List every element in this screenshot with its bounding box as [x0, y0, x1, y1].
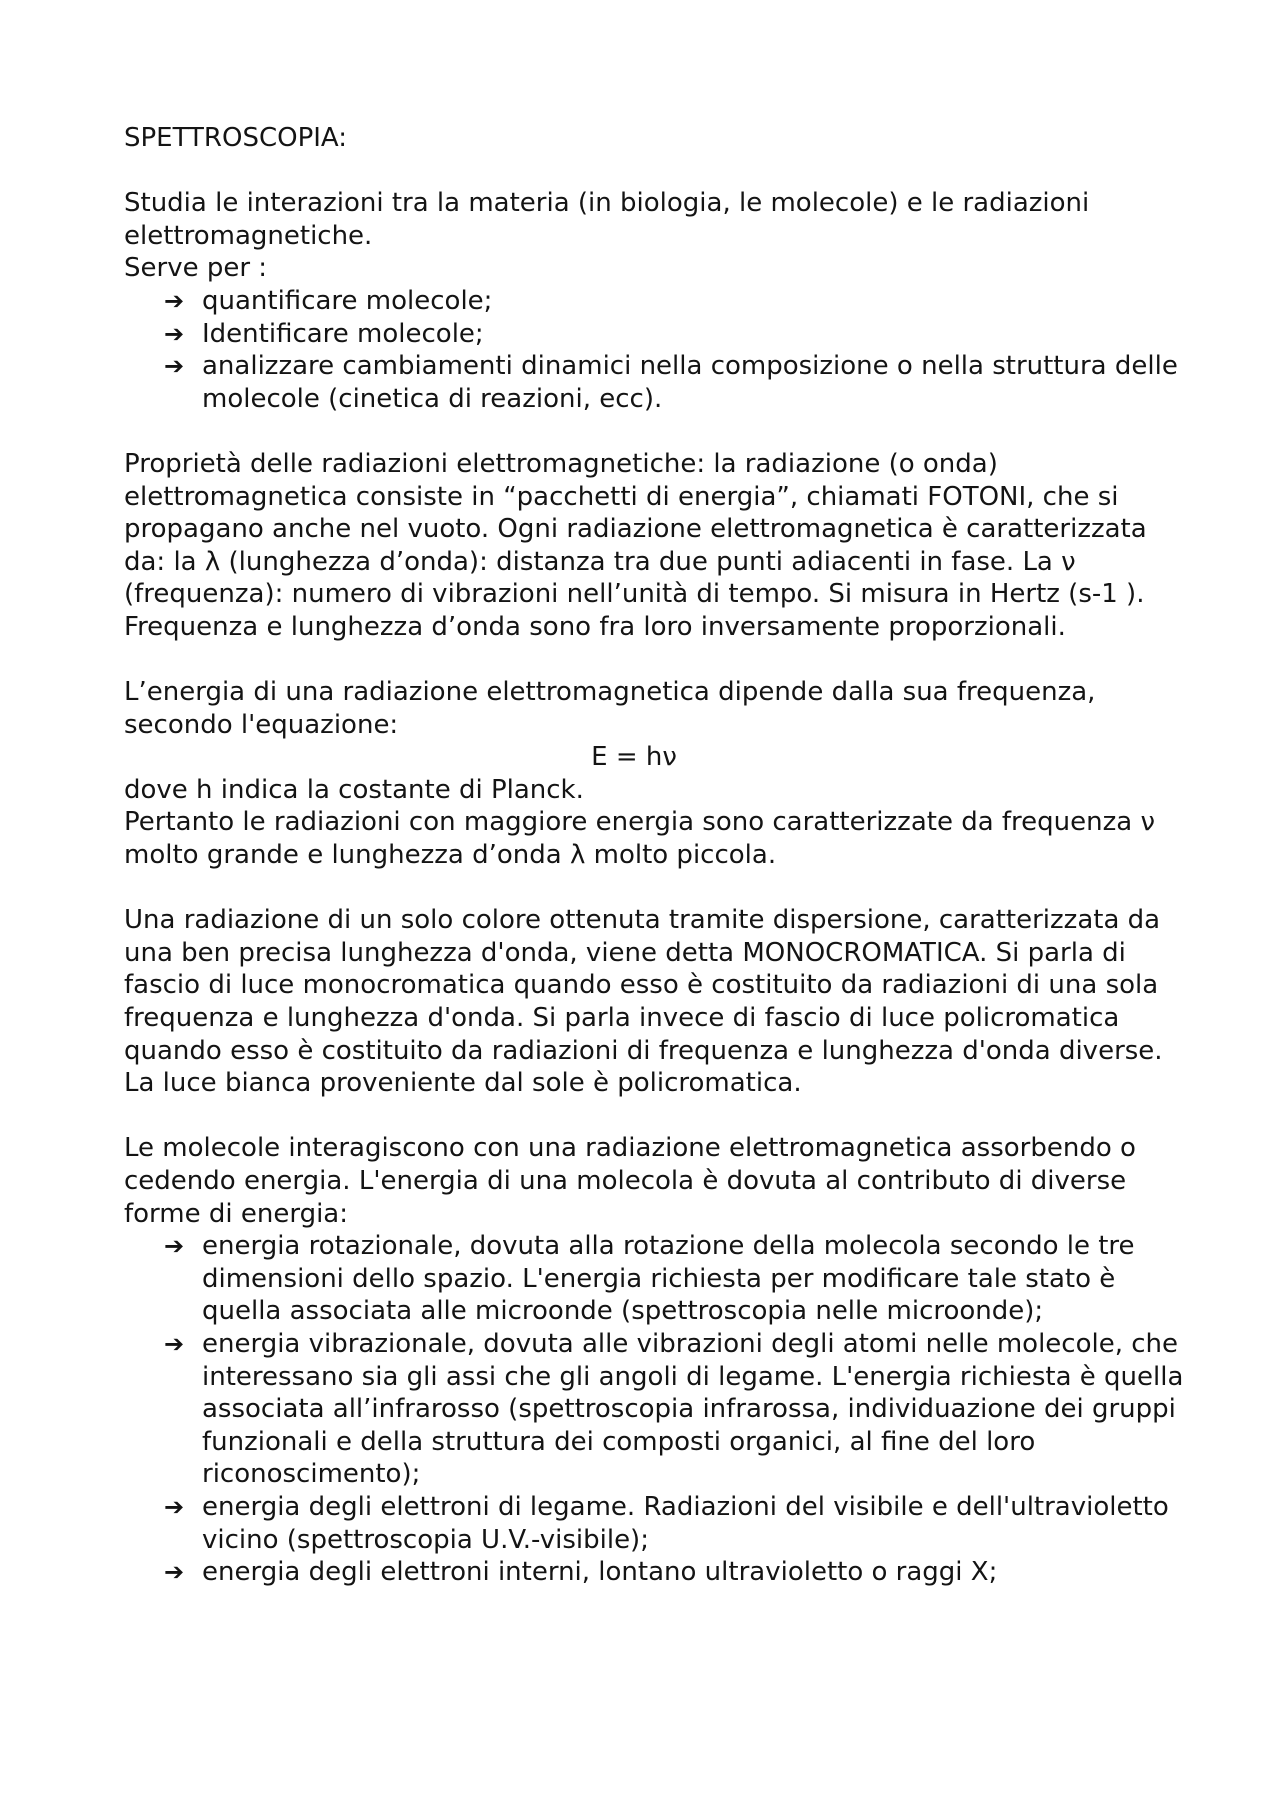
list-item: ➔ energia rotazionale, dovuta alla rotazione della molecola secondo le tre dimensioni dello spazio. L'energia richiesta per modificare tale stato è quella associata alle microonde (spettroscopia nelle microonde);	[164, 1231, 1135, 1327]
planck-line: dove h indica la costante di Planck.	[124, 774, 584, 805]
right-arrow-icon: ➔	[164, 1492, 185, 1521]
page-title: SPETTROSCOPIA:	[124, 123, 348, 153]
right-arrow-icon: ➔	[164, 1329, 185, 1358]
list-item: ➔ energia vibrazionale, dovuta alle vibrazioni degli atomi nelle molecole, che interessano sia gli assi che gli angoli di legame. L'energia richiesta è quella associata all’infrarosso (spettroscopia infrarossa, individuazione dei gruppi funzionali e della struttura dei composti organici, al fine del loro riconoscimento);	[164, 1328, 1184, 1490]
uses-list	[124, 285, 1184, 415]
energia-intro-paragraph: L’energia di una radiazione elettromagnetica dipende dalla sua frequenza, secondo l'equazione:	[124, 677, 1096, 740]
serve-per-label: Serve per :	[124, 253, 268, 284]
proprieta-paragraph: Proprietà delle radiazioni elettromagnetiche: la radiazione (o onda) elettromagnetica consiste in “pacchetti di energia”, chiamati FOTONI, che si propagano anche nel vuoto. Ogni radiazione elettromagnetica è caratterizzata da: la λ (lunghezza d’onda): distanza tra due punti adiacenti in fase. La ν (frequenza): numero di vibrazioni nell’unità di tempo. Si misura in Hertz (s-1 ). Frequenza e lunghezza d’onda sono fra loro inversamente proporzionali.	[124, 448, 1147, 642]
list-item: ➔ energia degli elettroni interni, lontano ultravioletto o raggi X;	[164, 1557, 998, 1588]
list-item: ➔ Identificare molecole;	[164, 318, 484, 349]
right-arrow-icon: ➔	[164, 286, 185, 315]
equation: E = hν	[591, 742, 677, 773]
molecole-paragraph: Le molecole interagiscono con una radiazione elettromagnetica assorbendo o cedendo energia. L'energia di una molecola è dovuta al contributo di diverse forme di energia:	[124, 1133, 1136, 1229]
right-arrow-icon: ➔	[164, 1558, 185, 1587]
energy-forms-list	[124, 1230, 1184, 1589]
list-item: ➔ analizzare cambiamenti dinamici nella composizione o nella struttura delle molecole (cinetica di reazioni, ecc).	[164, 351, 1178, 414]
list-item: ➔ energia degli elettroni di legame. Radiazioni del visibile e dell'ultravioletto vicino (spettroscopia U.V.-visibile);	[164, 1491, 1169, 1555]
pertanto-paragraph: Pertanto le radiazioni con maggiore energia sono caratterizzate da frequenza ν molto grande e lunghezza d’onda λ molto piccola.	[124, 807, 1155, 871]
intro-paragraph: Studia le interazioni tra la materia (in biologia, le molecole) e le radiazioni elettromagnetiche.	[124, 188, 1090, 251]
right-arrow-icon: ➔	[164, 319, 185, 348]
document-page	[124, 122, 1184, 1589]
right-arrow-icon: ➔	[164, 352, 185, 381]
right-arrow-icon: ➔	[164, 1232, 185, 1261]
monocromatica-paragraph: Una radiazione di un solo colore ottenuta tramite dispersione, caratterizzata da una ben precisa lunghezza d'onda, viene detta MONOCROMATICA. Si parla di fascio di luce monocromatica quando esso è costituito da radiazioni di una sola frequenza e lunghezza d'onda. Si parla invece di fascio di luce policromatica quando esso è costituito da radiazioni di frequenza e lunghezza d'onda diverse. La luce bianca proveniente dal sole è policromatica.	[124, 905, 1163, 1099]
list-item: ➔ quantificare molecole;	[164, 285, 493, 316]
